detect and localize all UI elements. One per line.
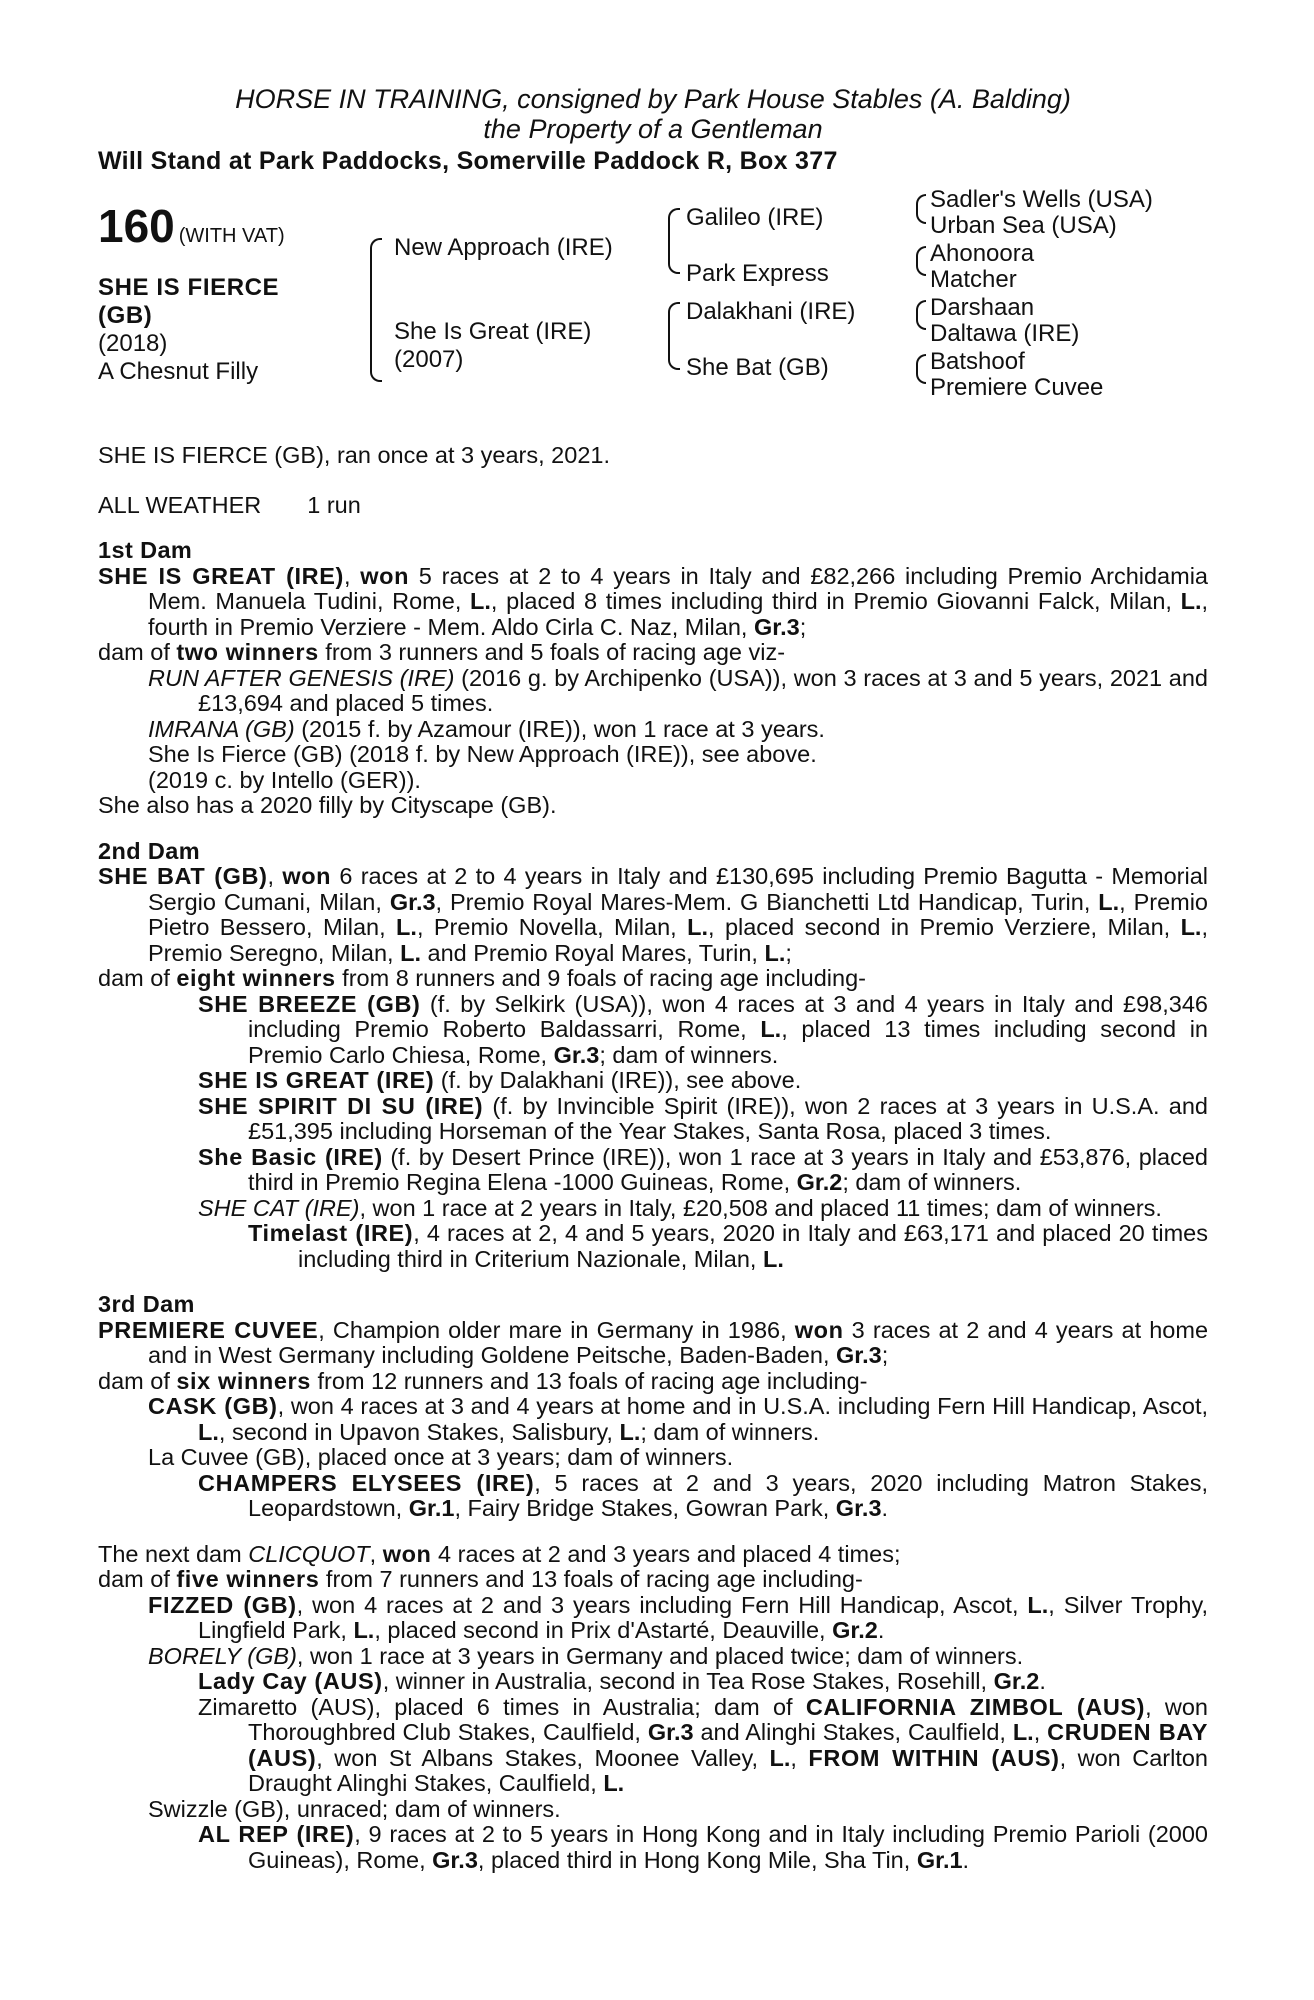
next-dam-produce-summary: dam of five winners from 7 runners and 13 foals of racing age including- (98, 1566, 863, 1592)
produce-item: SHE BREEZE (GB) (f. by Selkirk (USA)), won 4 races at 3 and 4 years in Italy and £98,346 including Premio Roberto Baldassarri, Rome, L., placed 13 times including second in Premio Carlo Chiesa, Rome, Gr.3; dam of winners. (198, 990, 1208, 1068)
second-dam-record: SHE BAT (GB), won 6 races at 2 to 4 years in Italy and £130,695 including Premio Bagutta - Memorial Sergio Cumani, Milan, Gr.3, Premio Royal Mares-Mem. G Bianchetti Ltd Handicap, Turin, L., Premio Pietro Bessero, Milan, L., Premio Novella, Milan, L., placed second in Premio Verziere, Milan, L., Premio Seregno, Milan, L. and Premio Royal Mares, Turin, L.; (98, 863, 1208, 966)
pedigree-brace-sire (668, 208, 680, 274)
second-dam-heading: 2nd Dam (98, 837, 201, 864)
first-dam-record: SHE IS GREAT (IRE), won 5 races at 2 to 4 years in Italy and £82,266 including Premio Archidamia Mem. Manuela Tudini, Rome, L., placed 8 times including third in Premio Giovanni Falck, Milan, L., fourth in Premio Verziere - Mem. Aldo Cirla C. Naz, Milan, Gr.3; (98, 562, 1209, 640)
pedigree-brace-dam (668, 302, 680, 370)
produce-item: AL REP (IRE), 9 races at 2 to 5 years in Hong Kong and in Italy including Premio Parioli (2000 Guineas), Rome, Gr.3, placed third in Hong Kong Mile, Sha Tin, Gr.1. (198, 1821, 1208, 1873)
pedigree-block (98, 186, 1208, 435)
catalogue-page (98, 84, 1208, 1873)
sire: New Approach (IRE) (394, 234, 613, 261)
first-dam-produce-summary: dam of two winners from 3 runners and 5 foals of racing age viz- (98, 639, 786, 665)
produce-item: Lady Cay (AUS), winner in Australia, second in Tea Rose Stakes, Rosehill, Gr.2. (198, 1668, 1046, 1694)
ancestor-g6: Daltawa (IRE) (930, 320, 1080, 347)
surface-record (98, 493, 1208, 519)
ancestor-g3: Ahonoora (930, 240, 1035, 267)
produce-item: CHAMPERS ELYSEES (IRE), 5 races at 2 and 3 years, 2020 including Matron Stakes, Leopardstown, Gr.1, Fairy Bridge Stakes, Gowran Park, Gr.3. (198, 1469, 1209, 1521)
produce-item: CASK (GB), won 4 races at 3 and 4 years at home and in U.S.A. including Fern Hill Handicap, Ascot, L., second in Upavon Stakes, Salisbury, L.; dam of winners. (148, 1393, 1209, 1445)
vat-label: (WITH VAT) (178, 225, 285, 247)
page-header (98, 84, 1208, 176)
first-dam-heading: 1st Dam (98, 537, 193, 563)
produce-item: SHE IS GREAT (IRE) (f. by Dalakhani (IRE)), see above. (198, 1067, 802, 1093)
produce-item: RUN AFTER GENESIS (IRE) (2016 g. by Archipenko (USA)), won 3 races at 3 and 5 years, 2021 and £13,694 and placed 5 times. (148, 664, 1208, 716)
pedigree-brace-main (370, 238, 382, 382)
produce-item: Timelast (IRE), 4 races at 2, 4 and 5 years, 2020 in Italy and £63,171 and placed 20 times including third in Criterium Nazionale, Milan, L. (248, 1220, 1208, 1272)
first-dam-section (98, 538, 1208, 819)
horse-name: SHE IS FIERCE (98, 274, 280, 301)
next-dam-section (98, 1542, 1208, 1874)
produce-item: SHE SPIRIT DI SU (IRE) (f. by Invincible Spirit (IRE)), won 2 races at 3 years in U.S.A. and £51,395 including Horseman of the Year Stakes, Santa Rosa, placed 3 times. (198, 1092, 1208, 1144)
property-line: the Property of a Gentleman (483, 114, 823, 144)
produce-item: IMRANA (GB) (2015 f. by Azamour (IRE)), won 1 race at 3 years. (148, 715, 825, 742)
produce-item: SHE CAT (IRE), won 1 race at 2 years in Italy, £20,508 and placed 11 times; dam of winners. (198, 1194, 1162, 1221)
race-record: SHE IS FIERCE (GB), ran once at 3 years, 2021. (98, 442, 610, 468)
third-dam-record: PREMIERE CUVEE, Champion older mare in Germany in 1986, won 3 races at 2 and 4 years at home and in West Germany including Goldene Peitsche, Baden-Baden, Gr.3; (98, 1316, 1209, 1368)
consignment-line: HORSE IN TRAINING, consigned by Park House Stables (A. Balding) (235, 84, 1071, 114)
brace-g1 (916, 194, 926, 224)
third-dam-section (98, 1292, 1208, 1522)
race-summary (98, 443, 1208, 518)
dam-dam: She Bat (GB) (686, 354, 829, 381)
sire-sire: Galileo (IRE) (686, 204, 824, 231)
next-dam-record: The next dam CLICQUOT, won 4 races at 2 and 3 years and placed 4 times; (98, 1540, 901, 1567)
surface-label: ALL WEATHER (98, 491, 262, 518)
second-dam-produce-summary: dam of eight winners from 8 runners and 9 foals of racing age including- (98, 965, 866, 991)
ancestor-g2: Urban Sea (USA) (930, 212, 1117, 239)
produce-item: (2019 c. by Intello (GER)). (148, 766, 421, 793)
ancestor-g8: Premiere Cuvee (930, 374, 1104, 401)
produce-item: FIZZED (GB), won 4 races at 2 and 3 years including Fern Hill Handicap, Ascot, L., Silver Trophy, Lingfield Park, L., placed second in Prix d'Astarté, Deauville, Gr.2. (148, 1591, 1208, 1643)
horse-description: A Chesnut Filly (98, 358, 259, 385)
dam: She Is Great (IRE) (394, 318, 592, 345)
produce-item: She Is Fierce (GB) (2018 f. by New Approach (IRE)), see above. (148, 741, 817, 767)
horse-year: (2018) (98, 330, 168, 357)
produce-item: La Cuvee (GB), placed once at 3 years; dam of winners. (148, 1444, 734, 1470)
brace-g2 (916, 246, 926, 276)
first-dam-also: She also has a 2020 filly by Cityscape (GB). (98, 792, 557, 818)
ancestor-g5: Darshaan (930, 294, 1035, 321)
ancestor-g1: Sadler's Wells (USA) (930, 186, 1153, 213)
sire-dam: Park Express (686, 260, 829, 287)
surface-runs: 1 run (307, 491, 361, 518)
lot-number: 160 (98, 200, 175, 252)
produce-item: BORELY (GB), won 1 race at 3 years in Germany and placed twice; dam of winners. (148, 1642, 1024, 1669)
third-dam-produce-summary: dam of six winners from 12 runners and 13 foals of racing age including- (98, 1367, 868, 1394)
produce-item: Zimaretto (AUS), placed 6 times in Australia; dam of CALIFORNIA ZIMBOL (AUS), won Thoroughbred Club Stakes, Caulfield, Gr.3 and Alinghi Stakes, Caulfield, L., CRUDEN BAY (AUS), won St Albans Stakes, Moonee Valley, L., FROM WITHIN (AUS), won Carlton Draught Alinghi Stakes, Caulfield, L. (198, 1693, 1208, 1796)
lot-number-row (98, 202, 285, 250)
ancestor-g7: Batshoof (930, 348, 1025, 375)
dam-year: (2007) (394, 346, 464, 373)
third-dam-heading: 3rd Dam (98, 1291, 195, 1317)
brace-g4 (916, 354, 926, 384)
horse-country: (GB) (98, 302, 153, 329)
brace-g3 (916, 300, 926, 330)
produce-item: She Basic (IRE) (f. by Desert Prince (IRE)), won 1 race at 3 years in Italy and £53,876, placed third in Premio Regina Elena -1000 Guineas, Rome, Gr.2; dam of winners. (198, 1143, 1208, 1195)
second-dam-section (98, 839, 1208, 1273)
dam-sire: Dalakhani (IRE) (686, 298, 856, 325)
produce-item: Swizzle (GB), unraced; dam of winners. (148, 1795, 561, 1822)
stand-line: Will Stand at Park Paddocks, Somerville Paddock R, Box 377 (98, 147, 838, 175)
ancestor-g4: Matcher (930, 266, 1017, 293)
